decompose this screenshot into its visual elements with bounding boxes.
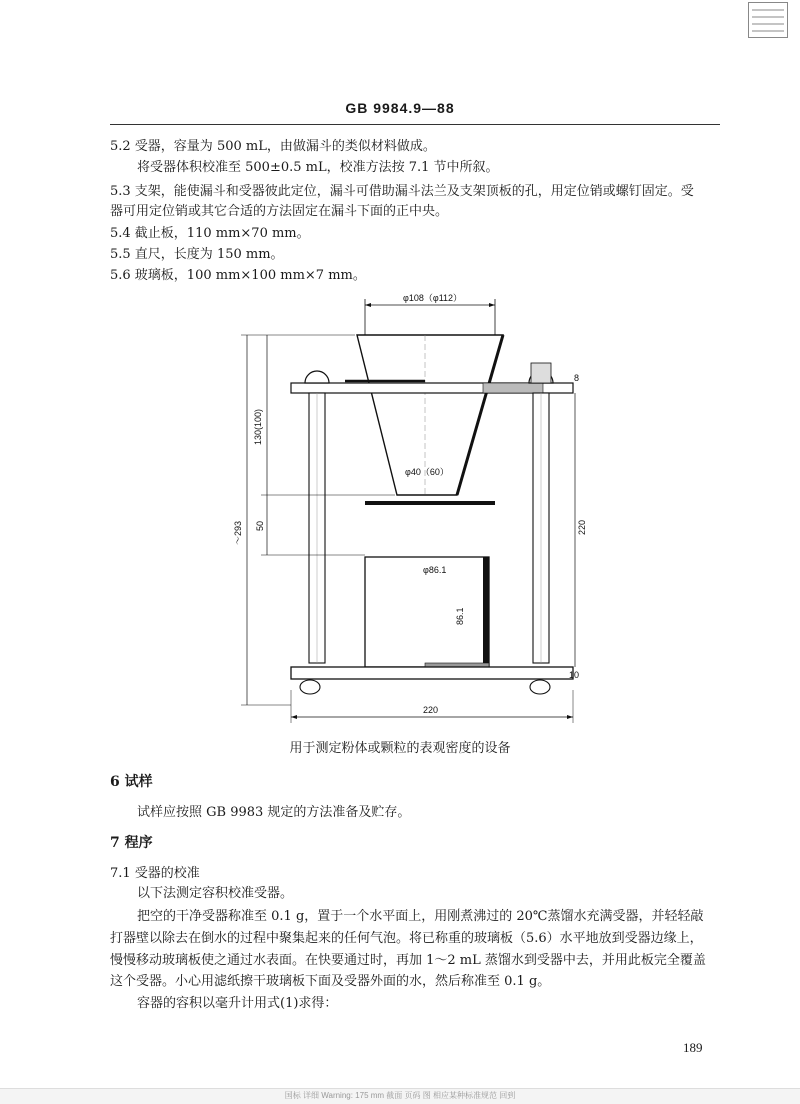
dim-funnel-height: 130(100): [253, 408, 263, 445]
section-6-heading: 6 试样: [110, 774, 153, 790]
dim-frame-height: 220: [577, 519, 587, 535]
header-rule: [110, 124, 720, 125]
dim-total-height: ～293: [233, 520, 243, 545]
section-7-1-heading: 7.1 受器的校准: [110, 866, 200, 881]
section-7-1-formula-intro: 容器的容积以毫升计用式(1)求得：: [137, 996, 338, 1011]
figure-caption: 用于测定粉体或颗粒的表观密度的设备: [289, 741, 511, 756]
item-5-3: 5.3 支架，能使漏斗和受器彼此定位，漏斗可借助漏斗法兰及支架顶板的孔，用定位销或螺钉固定。受: [110, 184, 694, 199]
dim-gap: 50: [255, 520, 265, 531]
item-5-4: 5.4 截止板，110 mm×70 mm。: [110, 226, 310, 241]
corner-grid-icon: [748, 2, 788, 38]
section-7-1-intro: 以下法测定容积校准受器。: [137, 886, 294, 901]
dim-receiver-height: 86.1: [455, 607, 465, 625]
dim-receiver-diameter: φ86.1: [423, 565, 447, 575]
dim-base-width: 220: [423, 705, 439, 715]
item-5-2: 5.2 受器，容量为 500 mL，由做漏斗的类似材料做成。: [110, 139, 436, 154]
item-5-6: 5.6 玻璃板，100 mm×100 mm×7 mm。: [110, 268, 366, 283]
item-5-3-continued: 器可用定位销或其它合适的方法固定在漏斗下面的正中央。: [110, 204, 449, 219]
section-7-1-para-line2: 打器壁以除去在倒水的过程中聚集起来的任何气泡。将已称重的玻璃板（5.6）水平地放到受器边缘上，: [110, 931, 703, 946]
item-5-2-calibration: 将受器体积校准至 500±0.5 mL，校准方法按 7.1 节中所叙。: [137, 160, 499, 175]
section-7-1-para-line3: 慢慢移动玻璃板使之通过水表面。在快要通过时，再加 1～2 mL 蒸馏水到受器中去，并用此板完全覆盖: [110, 953, 706, 968]
footer-text: 国标 详细 Warning: 175 mm 截面 页码 图 相应某种标准规范 回到: [284, 1091, 516, 1100]
section-6-body: 试样应按照 GB 9983 规定的方法准备及贮存。: [137, 805, 411, 820]
item-5-5: 5.5 直尺，长度为 150 mm。: [110, 247, 284, 262]
section-7-1-para-line1: 把空的干净受器称准至 0.1 g，置于一个水平面上，用刚煮沸过的 20℃蒸馏水充满受器，并轻轻敲: [137, 909, 704, 924]
dim-base-plate: 10: [569, 670, 580, 680]
dim-top-diameter: φ108（φ112）: [403, 293, 463, 303]
standard-header: GB 9984.9—88: [345, 100, 455, 116]
dim-top-plate: 8: [574, 373, 580, 383]
dim-bottom-diameter: φ40（60）: [405, 467, 449, 477]
apparatus-figure: [225, 285, 585, 730]
section-7-heading: 7 程序: [110, 835, 153, 851]
page-number: 189: [683, 1040, 703, 1055]
section-7-1-para-line4: 这个受器。小心用滤纸擦干玻璃板下面及受器外面的水，然后称准至 0.1 g。: [110, 974, 551, 989]
